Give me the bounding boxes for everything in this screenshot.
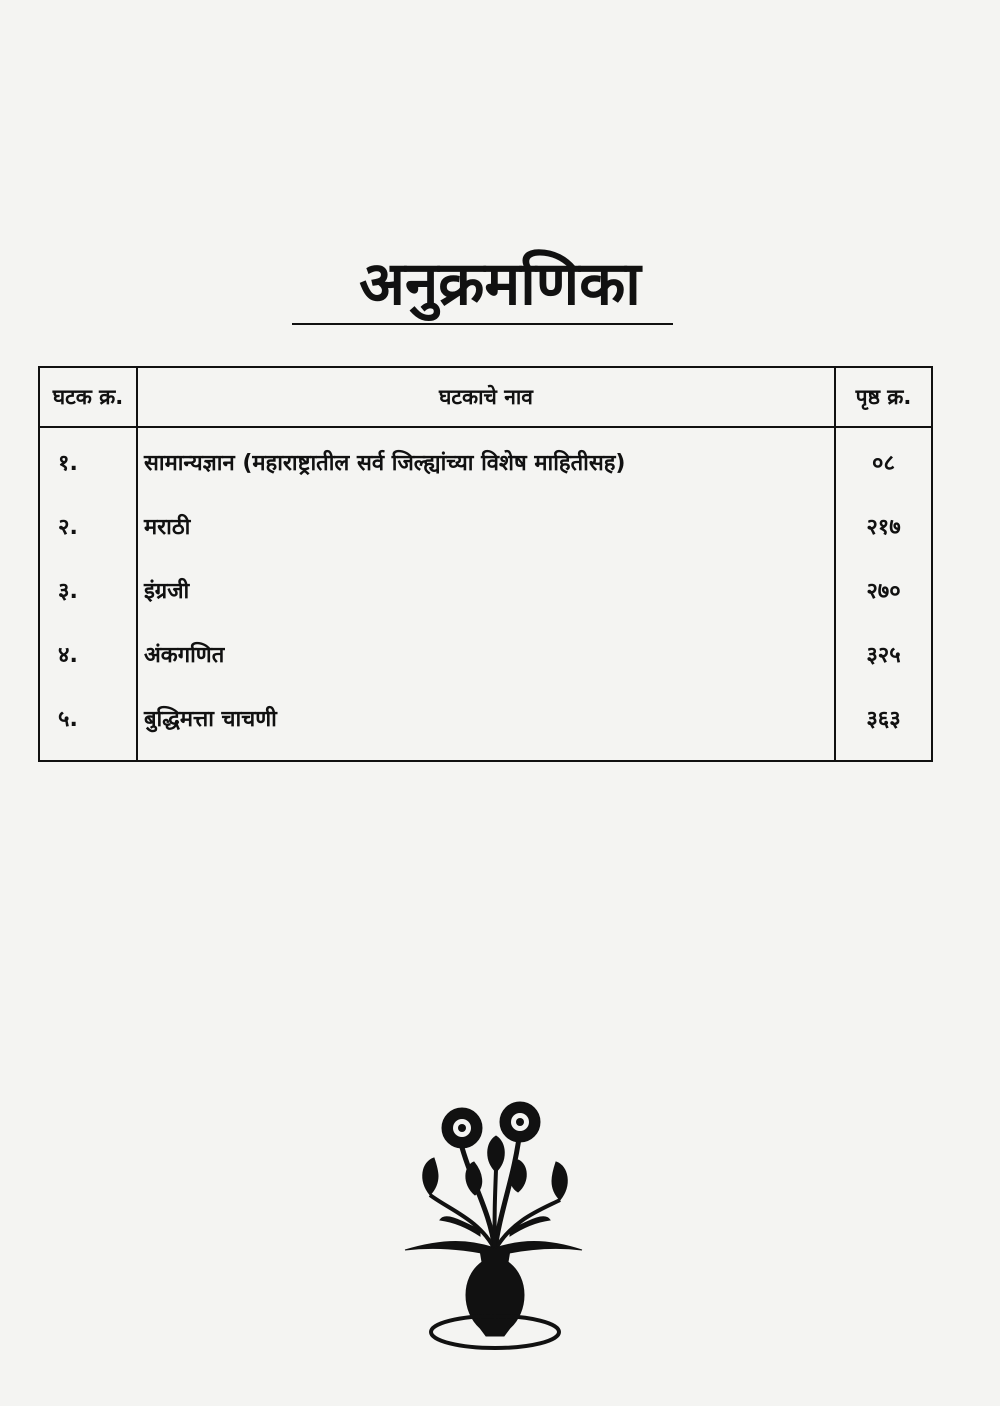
unit-number: २. bbox=[58, 515, 78, 540]
table-row[interactable] bbox=[40, 624, 931, 688]
header-unit-number: घटक क्र. bbox=[52, 385, 124, 409]
unit-number: ३. bbox=[58, 579, 78, 604]
unit-name: इंग्रजी bbox=[144, 579, 190, 604]
unit-name: अंकगणित bbox=[144, 643, 225, 668]
unit-number: ५. bbox=[58, 707, 78, 732]
table-row[interactable] bbox=[40, 688, 931, 752]
page-title: अनुक्रमणिका bbox=[359, 249, 641, 319]
header-unit-name: घटकाचे नाव bbox=[439, 385, 533, 409]
unit-number: १. bbox=[58, 451, 78, 476]
unit-name: सामान्यज्ञान (महाराष्ट्रातील सर्व जिल्ह्यांच्या विशेष माहितीसह) bbox=[144, 451, 626, 476]
unit-name: मराठी bbox=[144, 515, 191, 540]
page-number: ३२५ bbox=[866, 643, 901, 668]
page-number: २१७ bbox=[866, 515, 901, 540]
table-row[interactable] bbox=[40, 496, 931, 560]
page-number: ३६३ bbox=[866, 707, 901, 732]
table-row[interactable] bbox=[40, 432, 931, 496]
page-number: ०८ bbox=[872, 451, 895, 476]
page-number: २७० bbox=[866, 579, 901, 604]
unit-number: ४. bbox=[58, 643, 78, 668]
flower-vase-icon bbox=[400, 1100, 590, 1350]
header-divider bbox=[40, 426, 931, 428]
title-underline bbox=[292, 323, 673, 325]
contents-table bbox=[38, 366, 933, 762]
unit-name: बुद्धिमत्ता चाचणी bbox=[144, 707, 277, 732]
table-row[interactable] bbox=[40, 560, 931, 624]
header-page-number: पृष्ठ क्र. bbox=[855, 385, 912, 409]
